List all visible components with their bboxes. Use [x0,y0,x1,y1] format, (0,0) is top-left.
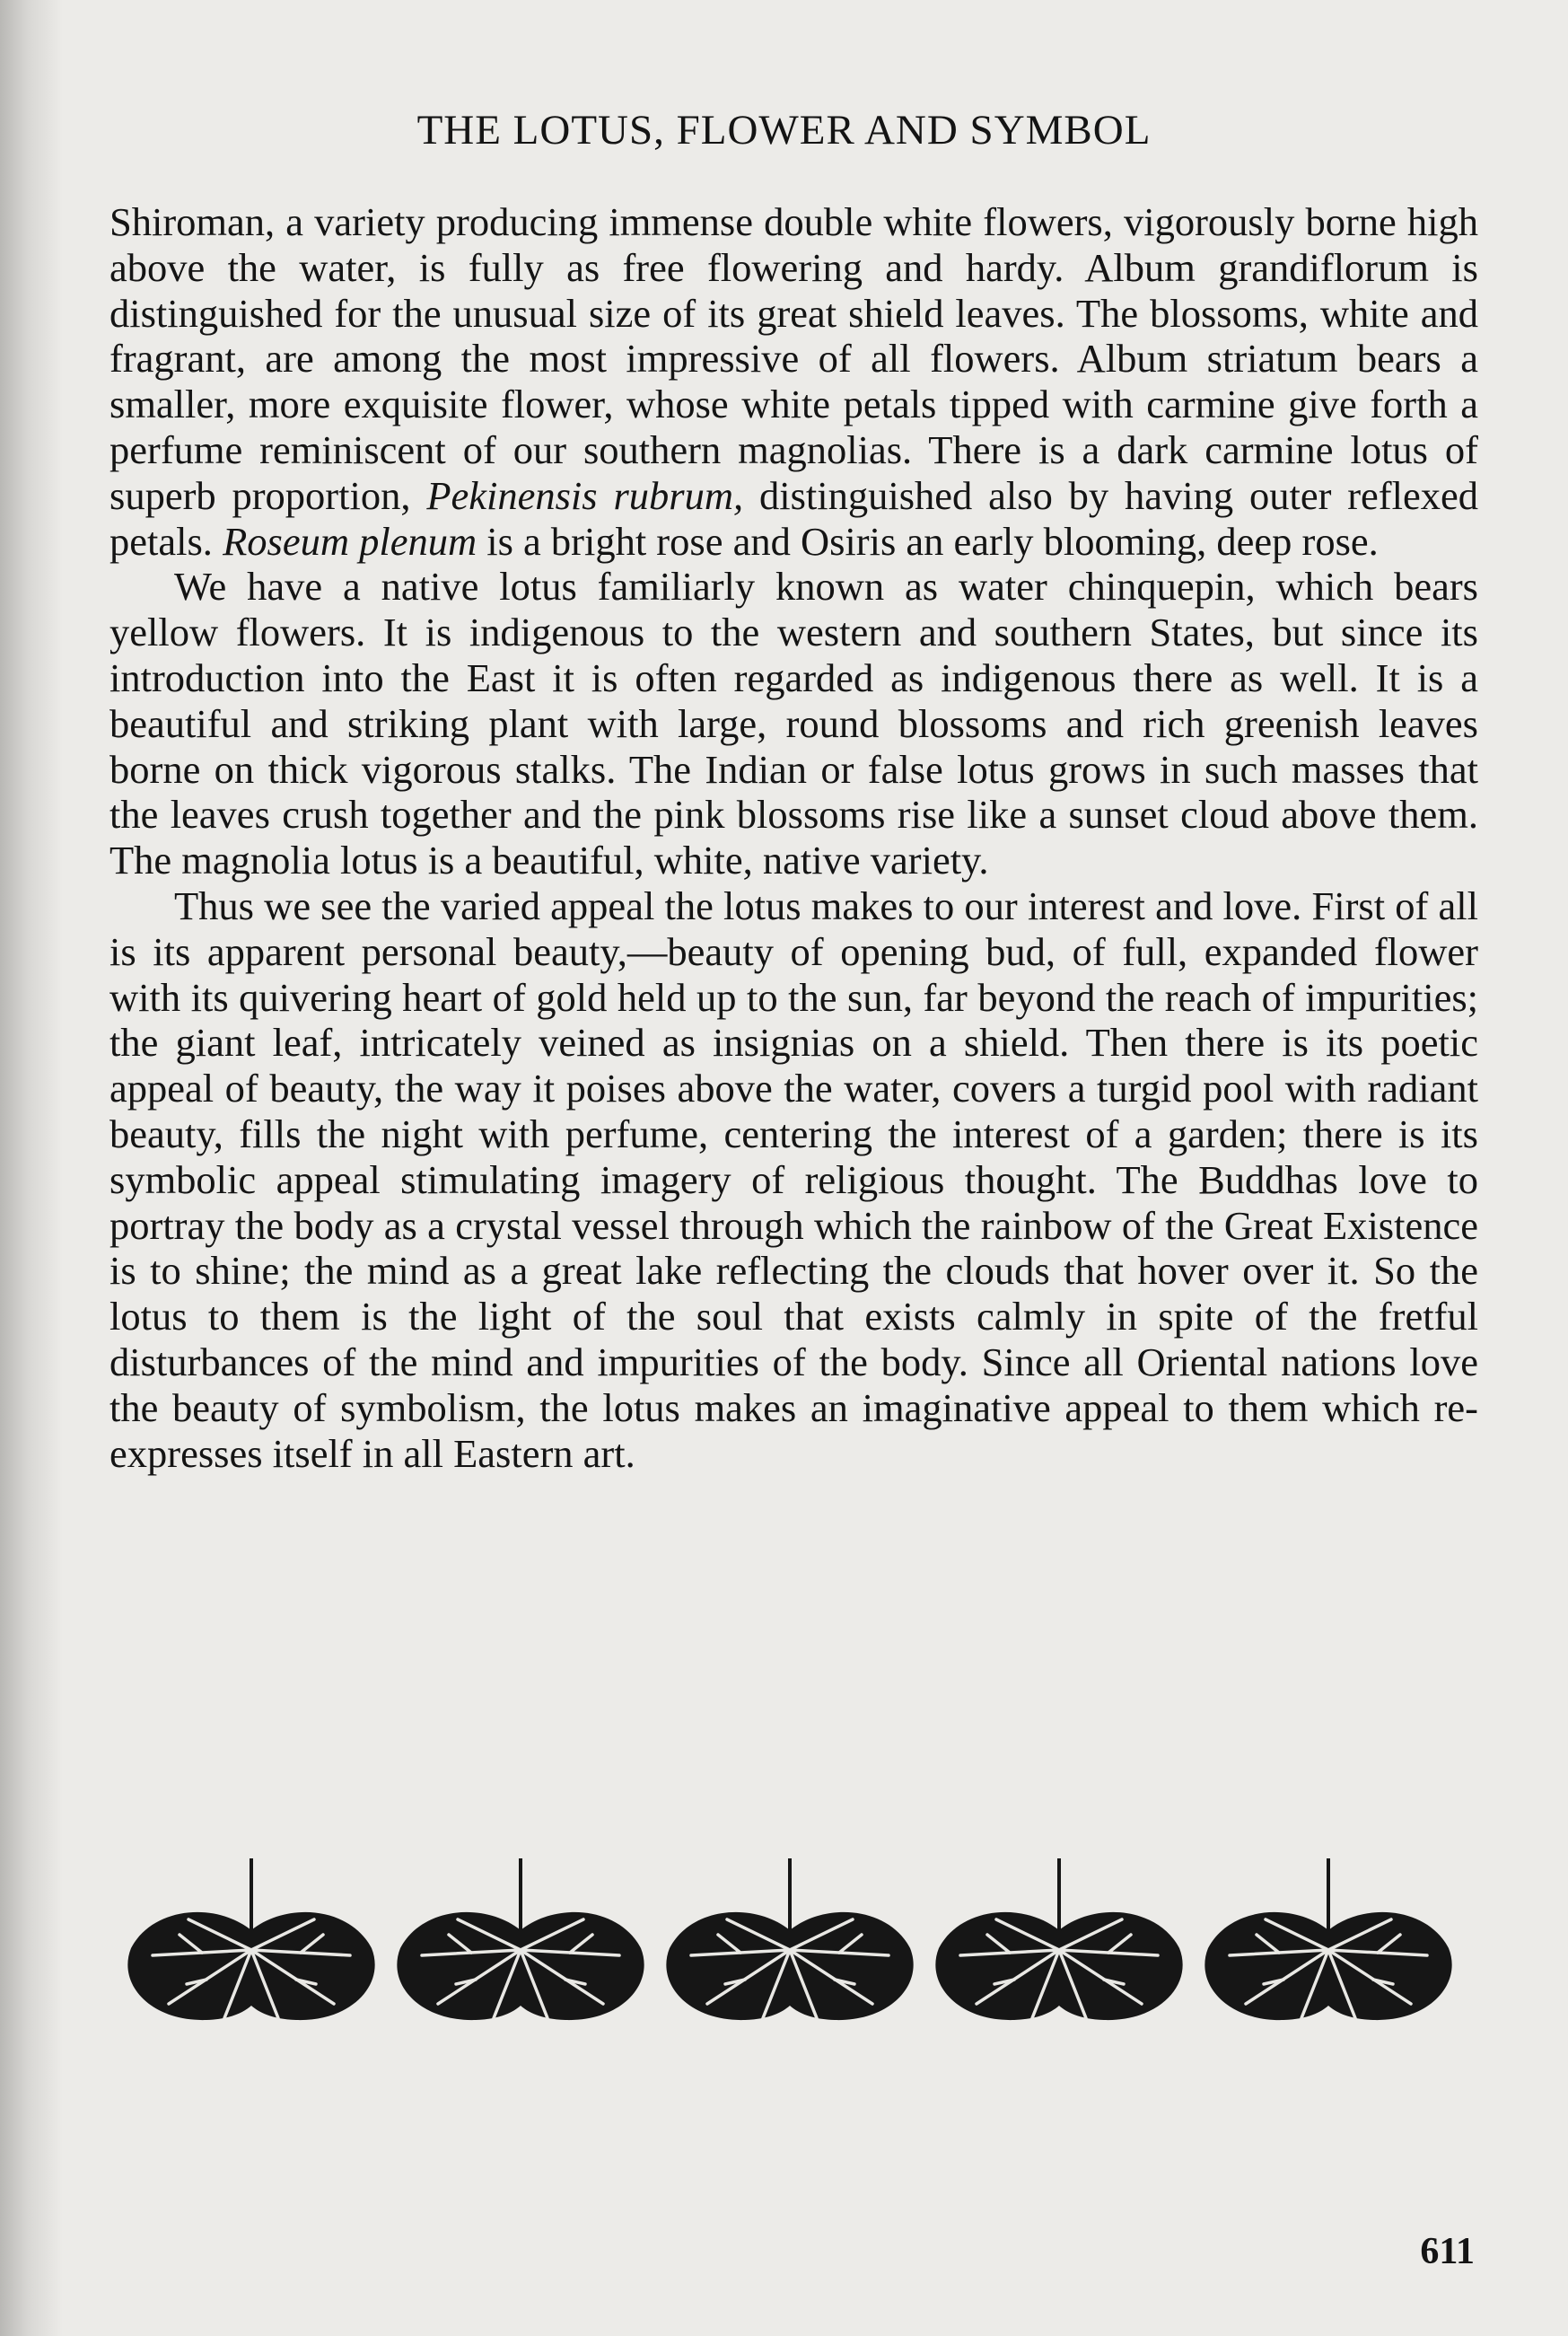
page-number: 611 [1420,2231,1475,2272]
paragraph-3: Thus we see the varied appeal the lotus makes to our interest and love. First of all is its apparent personal beauty,—beauty of opening bud, of full, expanded flower with its quivering heart of gold held up to the sun, far beyond the reach of impurities; the giant leaf, intricately veined as insignias on a shield. Then there is its poetic appeal of beauty, the way it poises above the water, covers a turgid pool with radiant beauty, fills the night with perfume, centering the interest of a garden; there is its symbolic appeal stimulating imagery of religious thought. The Buddhas love to portray the body as a crystal vessel through which the rainbow of the Great Existence is to shine; the mind as a great lake reflecting the clouds that hover over it. So the lotus to them is the light of the soul that exists calmly in spite of the fretful disturbances of the mind and impurities of the body. Since all Oriental nations love the beauty of symbolism, the lotus makes an imaginative appeal to them which re-expresses itself in all Eastern art. [109,883,1478,1476]
running-head: THE LOTUS, FLOWER AND SYMBOL [416,107,1152,154]
lotus-leaf-icon [924,1849,1194,2029]
italic-variety-name-1: Pekinensis rubrum, [426,472,744,518]
paragraph-1-text-c: is a bright rose and Osiris an early blooming, deep rose. [477,518,1379,564]
lotus-leaf-icon [386,1849,655,2029]
lotus-leaf-icon [117,1849,386,2029]
lotus-leaf-icon [655,1849,924,2029]
paragraph-1 [109,199,1478,564]
lotus-leaf-icon [1194,1849,1463,2029]
page-gutter-shadow [0,0,63,2336]
paragraph-2: We have a native lotus familiarly known as water chinquepin, which bears yellow flowers. It is indigenous to the western and southern States, but since its introduction into the East it is often regarded as indigenous there as well. It is a beautiful and striking plant with large, round blossoms and rich greenish leaves borne on thick vigorous stalks. The Indian or false lotus grows in such masses that the leaves crush together and the pink blossoms rise like a sunset cloud above them. The magnolia lotus is a beautiful, white, native variety. [109,564,1478,883]
italic-variety-name-2: Roseum plenum [223,518,477,564]
lotus-leaf-ornament [117,1849,1463,2029]
paragraph-1-text-b: distinguished also by having outer reflexed petals. [109,472,1478,564]
body-text [109,199,1478,1476]
paragraph-1-text-a: Shiroman, a variety producing immense double white flowers, vigorously borne high above the water, is fully as free flowering and hardy. Album grandiflorum is distinguished for the unusual size of its great shield leaves. The blossoms, white and fragrant, are among the most impressive of all flowers. Album striatum bears a smaller, more exquisite flower, whose white petals tipped with carmine give forth a perfume reminiscent of our southern magnolias. There is a dark carmine lotus of superb proportion, [109,199,1478,518]
